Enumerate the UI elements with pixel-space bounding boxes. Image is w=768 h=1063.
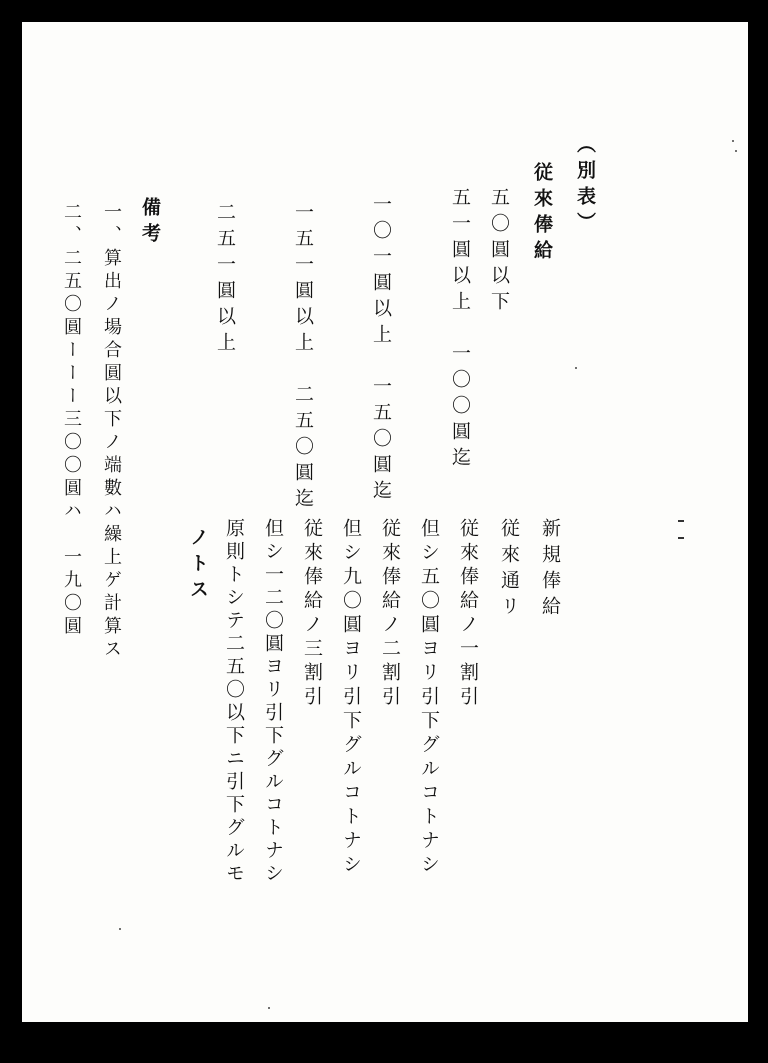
scan-speck	[119, 928, 121, 930]
header-new-salary: 新規俸給	[539, 518, 561, 622]
rule-row-3: 従來俸給ノ二割引	[379, 518, 401, 710]
rule-row-4: 従來俸給ノ三割引	[301, 518, 323, 710]
scan-speck	[575, 367, 577, 369]
remark-item-1: 一、算出ノ場合圓以下ノ端數ハ繰上ゲ計算ス	[101, 202, 122, 662]
scan-speck	[735, 150, 737, 152]
remarks-heading: 備考	[139, 197, 161, 249]
margin-mark	[678, 537, 684, 539]
scan-speck	[268, 1007, 270, 1009]
rule-row-4-note: 但シ一二〇圓ヨリ引下グルコトナシ	[262, 518, 284, 886]
remark-item-2: 二、二五〇圓ーーー三〇〇圓ハ 一九〇圓	[61, 202, 82, 639]
margin-mark	[678, 520, 684, 522]
table-heading: （別表）	[574, 134, 596, 238]
header-old-salary: 従來俸給	[531, 162, 553, 266]
range-row-2: 五一圓以上 一〇〇圓迄	[449, 187, 471, 473]
rule-row-5: 原則トシテ二五〇以下ニ引下グルモ	[223, 518, 245, 886]
rule-row-2: 従來俸給ノ一割引	[457, 518, 479, 710]
range-row-3: 一〇一圓以上 一五〇圓迄	[370, 194, 392, 506]
scan-speck	[732, 140, 734, 142]
rule-row-5-continuation: ノトス	[187, 527, 209, 605]
range-row-1: 五〇圓以下	[488, 187, 510, 317]
rule-row-2-note: 但シ五〇圓ヨリ引下グルコトナシ	[418, 518, 440, 878]
rule-row-3-note: 但シ九〇圓ヨリ引下グルコトナシ	[340, 518, 362, 878]
rule-row-1: 従來通リ	[498, 518, 520, 622]
range-row-5: 二五一圓以上	[214, 202, 236, 358]
document-page	[22, 22, 748, 1022]
range-row-4: 一五一圓以上 二五〇圓迄	[292, 202, 314, 514]
